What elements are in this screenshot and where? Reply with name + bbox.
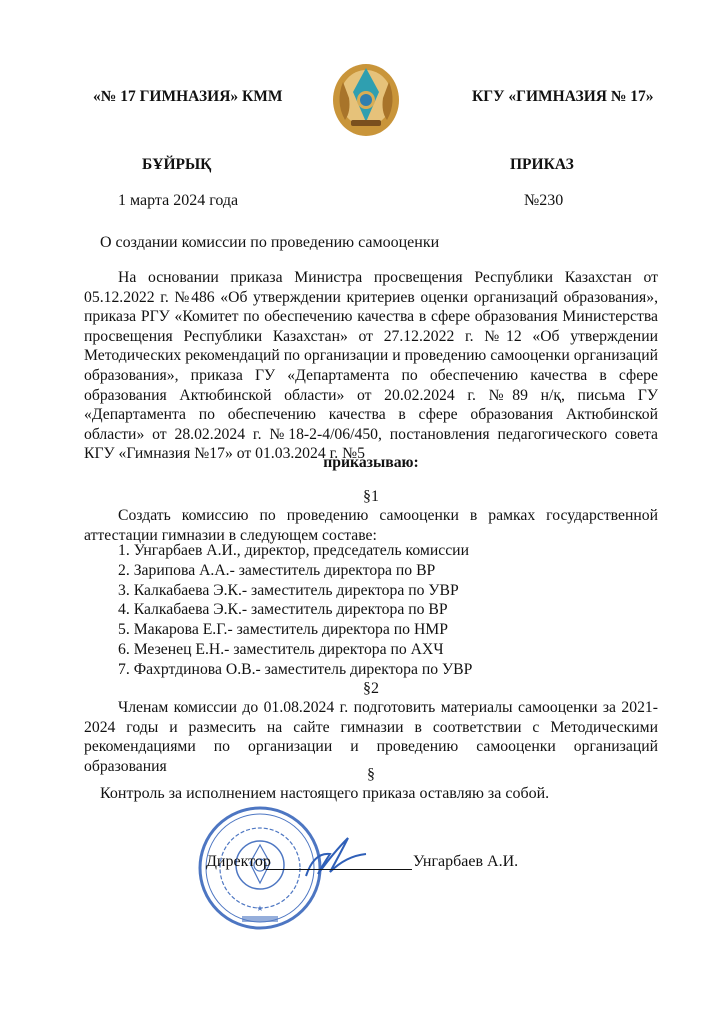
list-item: 6. Мезенец Е.Н.- заместитель директора по АХЧ: [118, 640, 444, 658]
commission-members-list: [118, 541, 472, 680]
order-word: приказываю:: [323, 454, 419, 471]
list-item: 1. Унгарбаев А.И., директор, председатель комиссии: [118, 542, 469, 559]
section-3-heading: §: [367, 766, 375, 783]
signature-scribble-icon: [300, 832, 370, 882]
section-2-text: Членам комиссии до 01.08.2024 г. подготовить материалы самооценки за 2021-2024 годы и размесить на сайте гимназии в соответствии с Методическими рекомендациями по организации и проведению самооценки организаций образования: [84, 699, 658, 775]
preamble-paragraph: На основании приказа Министра просвещения Республики Казахстан от 05.12.2022 г. №486 «Об утверждении критериев оценки организаций образования», приказа РГУ «Комитет по обеспечению качества в сфере образования Министерства просвещения Республики Казахстан» от 27.12.2022 г. №12 «Об утверждении Методических рекомендаций по организации и проведению самооценки организаций образования», приказа ГУ «Департамента по обеспечению качества в сфере образования Актюбинской области» от 20.02.2024 г. №89 н/қ, письма ГУ «Департамента по обеспечению качества в сфере образования Актюбинской области» от 28.02.2024 г. №18-2-4/06/450, постановления педагогического совета КГУ «Гимназия №17» от 01.03.2024 г. №5: [84, 269, 658, 463]
signature-name: Унгарбаев А.И.: [413, 853, 519, 870]
section-1-heading: §1: [363, 488, 379, 505]
list-item: 5. Макарова Е.Г.- заместитель директора по НМР: [118, 621, 448, 639]
order-title: О создании комиссии по проведению самооценки: [100, 234, 440, 251]
list-item: 7. Фахртдинова О.В.- заместитель директора по УВР: [118, 660, 473, 678]
list-item: 2. Зарипова А.А.- заместитель директора по ВР: [118, 561, 436, 579]
right-organization-name: КГУ «ГИМНАЗИЯ № 17»: [472, 88, 654, 105]
right-document-type: ПРИКАЗ: [510, 156, 574, 173]
section-1-text: Создать комиссию по проведению самооценки в рамках государственной аттестации гимназии в следующем составе:: [84, 507, 658, 544]
signature-line: [266, 869, 412, 870]
left-organization-name: «№ 17 ГИМНАЗИЯ» КММ: [93, 88, 283, 105]
kazakhstan-emblem-icon: [331, 62, 401, 138]
order-date: 1 марта 2024 года: [118, 192, 239, 209]
signature-position: Директор: [206, 853, 271, 870]
order-number: №230: [524, 192, 564, 209]
list-item: 4. Калкабаева Э.К.- заместитель директора по ВР: [118, 601, 448, 619]
svg-text:★: ★: [256, 904, 264, 913]
section-3-text: Контроль за исполнением настоящего приказа оставляю за собой.: [100, 785, 550, 802]
section-2-heading: §2: [363, 680, 379, 697]
list-item: 3. Калкабаева Э.К.- заместитель директора по УВР: [118, 581, 459, 599]
left-document-type: БҰЙРЫҚ: [142, 156, 212, 173]
